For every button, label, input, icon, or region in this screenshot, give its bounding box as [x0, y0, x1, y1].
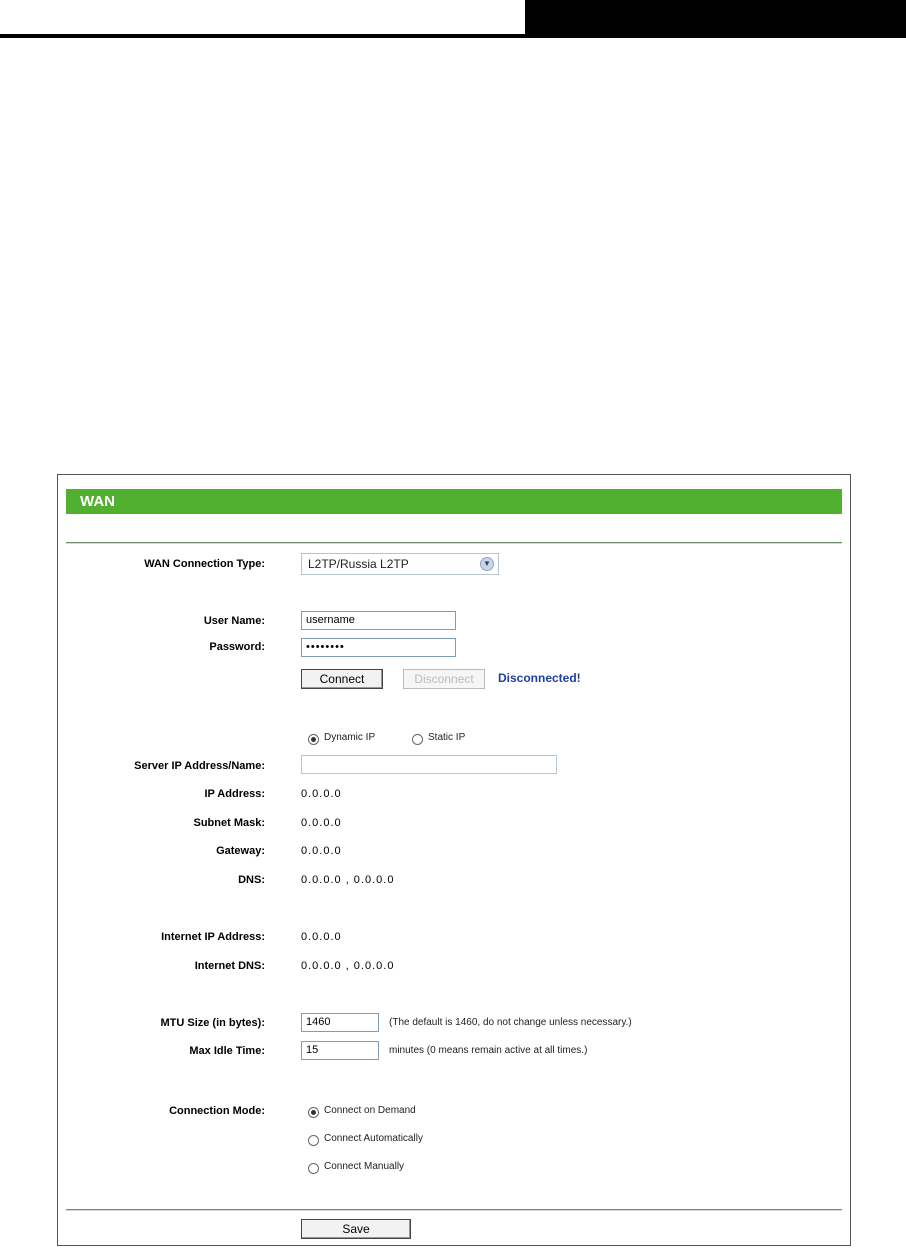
internet-ip-value: 0.0.0.0 [301, 931, 342, 943]
wan-type-select[interactable] [301, 553, 499, 575]
gateway-label: Gateway: [216, 845, 265, 857]
ip-address-value: 0.0.0.0 [301, 788, 342, 800]
chevron-down-icon[interactable]: ▼ [480, 557, 494, 571]
mtu-hint: (The default is 1460, do not change unless necessary.) [389, 1017, 632, 1028]
internet-dns-value: 0.0.0.0 , 0.0.0.0 [301, 960, 395, 972]
divider-bottom [66, 1209, 842, 1211]
max-idle-field[interactable]: 15 [301, 1041, 379, 1060]
static-ip-radio[interactable] [412, 734, 423, 745]
connect-on-demand-label: Connect on Demand [324, 1105, 416, 1116]
connect-automatically-label: Connect Automatically [324, 1133, 423, 1144]
wan-settings-panel [57, 474, 851, 1246]
disconnect-button[interactable]: Disconnect [403, 669, 485, 689]
wan-type-value: L2TP/Russia L2TP [308, 557, 409, 571]
max-idle-label: Max Idle Time: [189, 1045, 265, 1057]
internet-dns-label: Internet DNS: [194, 960, 265, 972]
connect-manually-label: Connect Manually [324, 1161, 405, 1172]
subnet-mask-label: Subnet Mask: [193, 817, 265, 829]
internet-ip-label: Internet IP Address: [161, 931, 265, 943]
server-ip-field[interactable] [301, 755, 557, 774]
dynamic-ip-label: Dynamic IP [324, 732, 376, 743]
panel-title: WAN [66, 489, 842, 514]
save-button[interactable]: Save [301, 1219, 411, 1239]
header-rule [0, 34, 525, 38]
max-idle-hint: minutes (0 means remain active at all times.) [389, 1045, 588, 1056]
wan-type-label: WAN Connection Type: [144, 558, 265, 570]
password-label: Password: [209, 641, 265, 653]
dynamic-ip-radio[interactable] [308, 734, 319, 745]
user-name-field[interactable]: username [301, 611, 456, 630]
header-block [525, 0, 906, 38]
mtu-field[interactable]: 1460 [301, 1013, 379, 1032]
ip-address-label: IP Address: [204, 788, 265, 800]
dns-value: 0.0.0.0 , 0.0.0.0 [301, 874, 395, 886]
connection-mode-label: Connection Mode: [169, 1105, 265, 1117]
connect-on-demand-radio[interactable] [308, 1107, 319, 1118]
static-ip-label: Static IP [428, 732, 466, 743]
subnet-mask-value: 0.0.0.0 [301, 817, 342, 829]
connect-button[interactable]: Connect [301, 669, 383, 689]
connect-manually-radio[interactable] [308, 1163, 319, 1174]
mtu-label: MTU Size (in bytes): [160, 1017, 265, 1029]
divider-top [66, 542, 842, 544]
connect-automatically-radio[interactable] [308, 1135, 319, 1146]
dns-label: DNS: [238, 874, 265, 886]
user-name-label: User Name: [203, 615, 265, 627]
connection-status: Disconnected! [498, 671, 581, 685]
gateway-value: 0.0.0.0 [301, 845, 342, 857]
server-ip-label: Server IP Address/Name: [134, 760, 265, 772]
password-field[interactable]: •••••••• [301, 638, 456, 657]
